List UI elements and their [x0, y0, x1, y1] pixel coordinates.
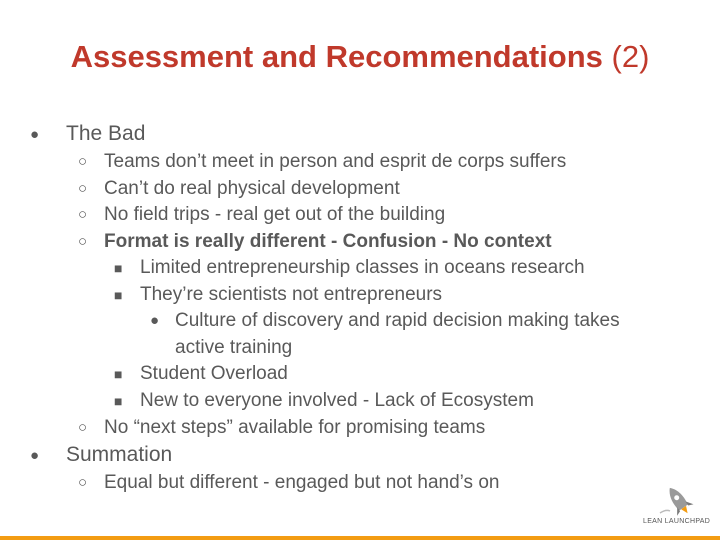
list-item: New to everyone involved - Lack of Ecosystem — [140, 390, 534, 411]
bullet-level2: ○ — [78, 206, 88, 223]
heading-the-bad: The Bad — [66, 122, 146, 145]
list-item: Teams don’t meet in person and esprit de corps suffers — [104, 151, 567, 172]
bullet-level2: ○ — [78, 474, 88, 491]
bullet-level2: ○ — [78, 233, 88, 250]
bottom-accent-bar — [0, 536, 720, 540]
list-item: Student Overload — [140, 363, 288, 384]
bullet-level2: ○ — [78, 419, 88, 436]
list-item: Can’t do real physical development — [104, 178, 400, 199]
list-item-continuation: active training — [175, 337, 293, 358]
slide-title-suffix: (2) — [611, 39, 650, 74]
logo-wordmark: LEAN LAUNCHPAD — [643, 518, 711, 525]
list-item: Equal but different - engaged but not hand’s on — [104, 472, 500, 493]
list-item-emphasis: Format is really different - Confusion - No context — [104, 231, 552, 252]
heading-summation: Summation — [66, 443, 173, 466]
bullet-level3: ■ — [114, 366, 123, 382]
bullet-level1: ● — [30, 447, 40, 464]
bullet-level3: ■ — [114, 393, 123, 409]
bullet-level1: ● — [30, 126, 40, 143]
list-item: They’re scientists not entrepreneurs — [140, 284, 443, 305]
bullet-level4: ● — [150, 312, 160, 329]
list-item: Culture of discovery and rapid decision making takes — [175, 310, 620, 331]
list-item: No “next steps” available for promising teams — [104, 417, 486, 438]
list-item: Limited entrepreneurship classes in oceans research — [140, 257, 585, 278]
slide-title-main: Assessment and Recommendations — [70, 39, 603, 74]
bullet-level3: ■ — [114, 287, 123, 303]
list-item: No field trips - real get out of the building — [104, 204, 446, 225]
bullet-level3: ■ — [114, 260, 123, 276]
bullet-level2: ○ — [78, 153, 88, 170]
bullet-level2: ○ — [78, 180, 88, 197]
